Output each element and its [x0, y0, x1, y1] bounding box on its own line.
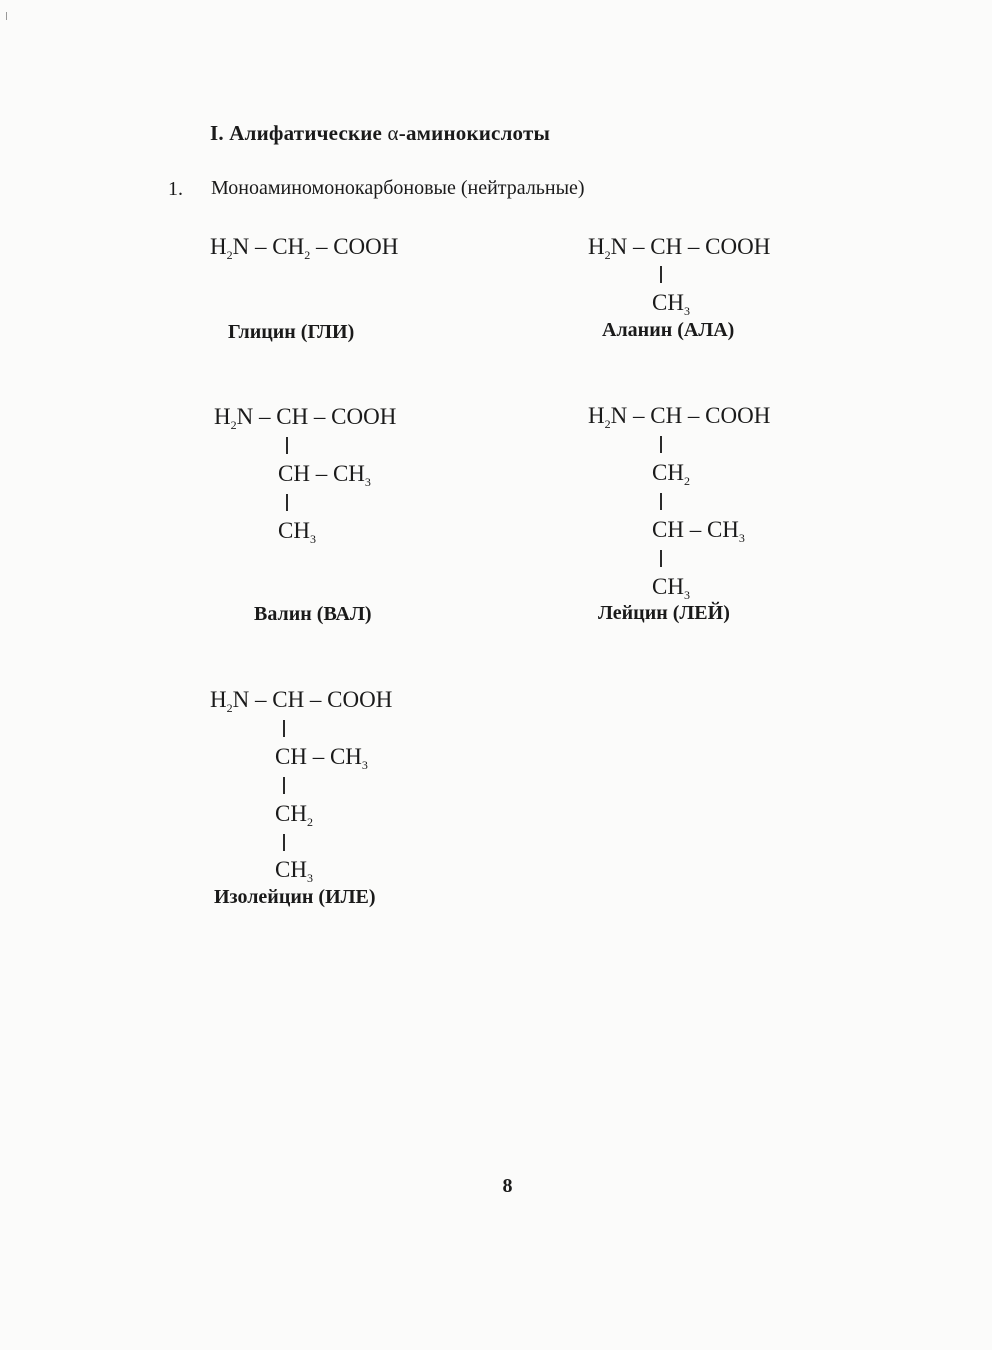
isoleucine-name: Изолейцин (ИЛЕ): [214, 886, 376, 908]
bond-line: [283, 777, 285, 794]
bond-line: [283, 720, 285, 737]
leucine-chain-2: CH – $CH_3$: [652, 517, 745, 545]
bond-line: [660, 550, 662, 567]
glycine-main-chain: $H_2N - CH_2$ – COOH: [210, 234, 399, 262]
alanine-name: Аланин (АЛА): [602, 319, 735, 341]
section-title: Моноаминомонокарбоновые (нейтральные): [211, 177, 585, 199]
leucine-chain-3: $CH_3$: [652, 574, 690, 602]
valine-chain-1: CH – $CH_3$: [278, 461, 371, 489]
page-number: 8: [502, 1175, 513, 1197]
alpha-symbol: α: [387, 121, 399, 145]
bond-line: [286, 494, 288, 511]
chapter-heading: I. Алифатические α-аминокислоты: [210, 121, 551, 145]
leucine-chain-1: $CH_2$: [652, 460, 690, 488]
glycine-name: Глицин (ГЛИ): [228, 321, 355, 343]
isoleucine-chain-3: $CH_3$: [275, 857, 313, 885]
valine-main-chain: $H_2N$ – CH – COOH: [214, 404, 397, 432]
isoleucine-chain-2: $CH_2$: [275, 801, 313, 829]
bond-line: [660, 436, 662, 453]
valine-name: Валин (ВАЛ): [254, 603, 372, 625]
isoleucine-chain-1: CH – $CH_3$: [275, 744, 368, 772]
leucine-main-chain: $H_2N$ – CH – COOH: [588, 403, 771, 431]
bond-line: [660, 266, 662, 283]
bond-line: [660, 493, 662, 510]
bond-line: [283, 834, 285, 851]
bond-line: [286, 437, 288, 454]
alanine-main-chain: $H_2N$ – CH – COOH: [588, 234, 771, 262]
section-number: 1.: [168, 178, 183, 200]
scan-mark: [6, 12, 7, 20]
alanine-side-chain: $CH_3$: [652, 290, 690, 318]
isoleucine-main-chain: $H_2N$ – CH – COOH: [210, 687, 393, 715]
valine-chain-2: $CH_3$: [278, 518, 316, 546]
leucine-name: Лейцин (ЛЕЙ): [598, 602, 730, 624]
